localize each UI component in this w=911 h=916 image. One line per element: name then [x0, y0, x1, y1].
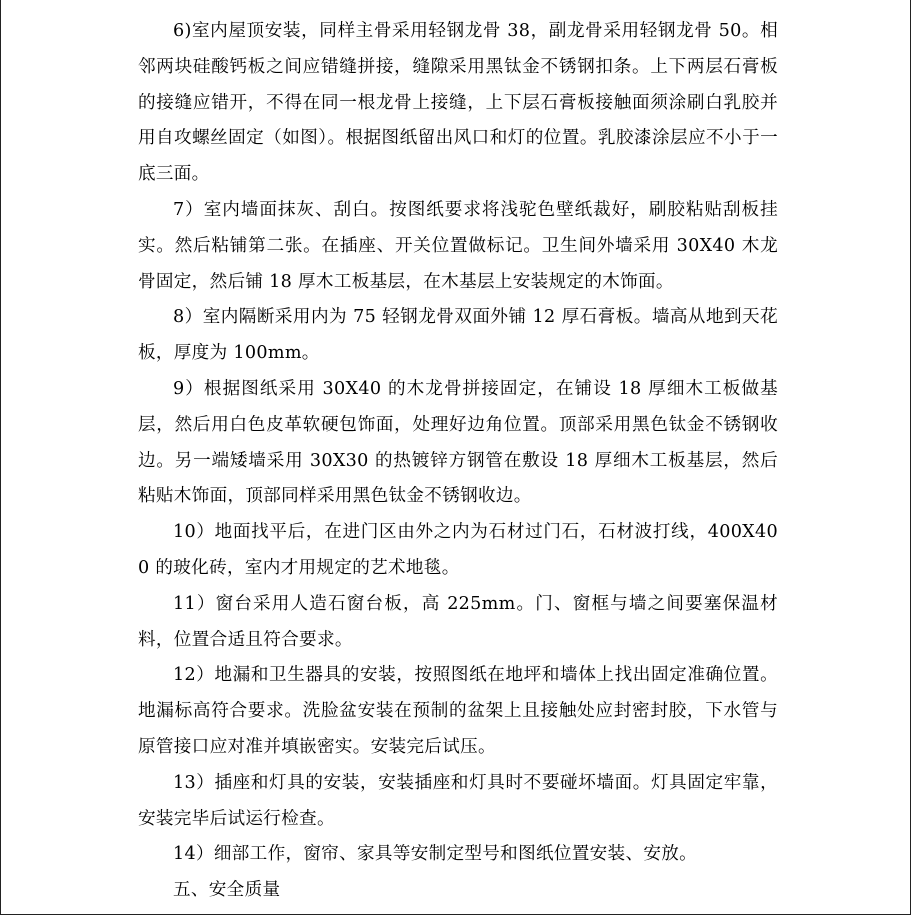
paragraph-8: 8）室内隔断采用内为 75 轻钢龙骨双面外铺 12 厚石膏板。墙高从地到天花板，厚度为 100mm。: [138, 307, 778, 364]
paragraph-13: 13）插座和灯具的安装，安装插座和灯具时不要碰坏墙面。灯具固定牢靠，安装完毕后试运行检查。: [138, 772, 778, 829]
section-heading-safety-quality: 五、安全质量: [173, 880, 281, 901]
paragraph-11: 11）窗台采用人造石窗台板，高 225mm。门、窗框与墙之间要塞保温材料，位置合适且符合要求。: [138, 593, 778, 650]
paragraph-9: 9）根据图纸采用 30X40 的木龙骨拼接固定，在铺设 18 厚细木工板做基层，然后用白色皮革软硬包饰面，处理好边角位置。顶部采用黑色钛金不锈钢收边。另一端矮墙采用 30X30 的热镀锌方钢管在敷设 18 厚细木工板基层，然后粘贴木饰面，顶部同样采用黑色钛金不锈钢收边。: [138, 378, 778, 507]
paragraph-12: 12）地漏和卫生器具的安装，按照图纸在地坪和墙体上找出固定准确位置。地漏标高符合要求。洗脸盆安装在预制的盆架上且接触处应封密封胶，下水管与原管接口应对准并填嵌密实。安装完后试压。: [138, 665, 778, 757]
document-body: [138, 14, 778, 909]
paragraph-14: 14）细部工作，窗帘、家具等安制定型号和图纸位置安装、安放。: [173, 844, 698, 865]
paragraph-7: 7）室内墙面抹灰、刮白。按图纸要求将浅驼色壁纸裁好，刷胶粘贴刮板挂实。然后粘铺第二张。在插座、开关位置做标记。卫生间外墙采用 30X40 木龙骨固定，然后铺 18 厚木工板基层，在木基层上安装规定的木饰面。: [138, 199, 778, 292]
paragraph-6: 6)室内屋顶安装，同样主骨采用轻钢龙骨 38，副龙骨采用轻钢龙骨 50。相邻两块硅酸钙板之间应错缝拼接，缝隙采用黑钛金不锈钢扣条。上下两层石膏板的接缝应错开，不得在同一根龙骨上接缝，上下层石膏板接触面须涂刷白乳胶并用自攻螺丝固定（如图）。根据图纸留出风口和灯的位置。乳胶漆涂层应不小于一底三面。: [138, 21, 778, 185]
paragraph-10: 10）地面找平后，在进门区由外之内为石材过门石，石材波打线，400X400 的玻化砖，室内才用规定的艺术地毯。: [138, 522, 778, 578]
